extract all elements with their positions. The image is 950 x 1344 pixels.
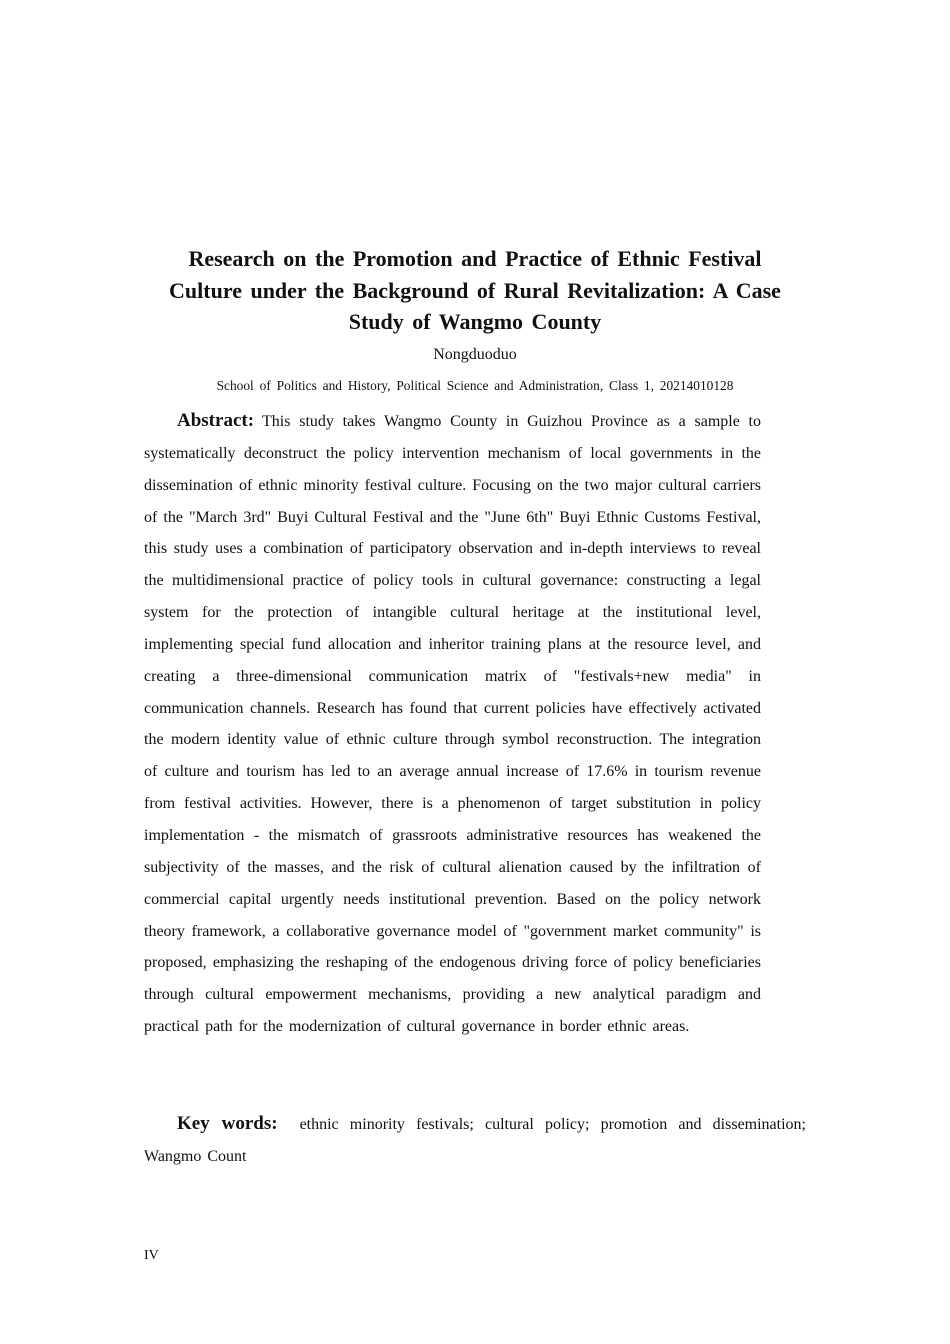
keywords-text: ethnic minority festivals; cultural policy; promotion and dissemination; Wangmo Count — [144, 1116, 806, 1165]
page-number: IV — [144, 1248, 159, 1263]
author-name: Nongduoduo — [433, 346, 517, 363]
author-affiliation: School of Politics and History, Political Science and Administration, Class 1, 20214010128 — [216, 378, 734, 393]
keywords-label: Key words: — [177, 1113, 278, 1134]
title-line-3: Study of Wangmo County — [348, 309, 602, 334]
title-line-2: Culture under the Background of Rural Revitalization: A Case — [169, 277, 781, 303]
keywords-paragraph — [144, 1108, 806, 1173]
abstract-paragraph — [144, 405, 761, 1043]
title-line-1: Research on the Promotion and Practice of Ethnic Festival — [188, 246, 762, 271]
abstract-label: Abstract: — [177, 410, 255, 431]
paper-title — [140, 243, 810, 338]
abstract-text: This study takes Wangmo County in Guizhou Province as a sample to systematically deconstruct the policy intervention mechanism of local governments in the dissemination of ethnic minority festival culture. Focusing on the two major cultural carriers of the "March 3rd" Buyi Cultural Festival and the "June 6th" Buyi Ethnic Customs Festival, this study uses a combination of participatory observation and in-depth interviews to reveal the multidimensional practice of policy tools in cultural governance: constructing a legal system for the protection of intangible cultural heritage at the institutional level, implementing special fund allocation and inheritor training plans at the resource level, and creating a three-dimensional communication matrix of "festivals+new media" in communication channels. Research has found that current policies have effectively activated the modern identity value of ethnic culture through symbol reconstruction. The integration of culture and tourism has led to an average annual increase of 17.6% in tourism revenue from festival activities. However, there is a phenomenon of target substitution in policy implementation - the mismatch of grassroots administrative resources has weakened the subjectivity of the masses, and the risk of cultural alienation caused by the infiltration of commercial capital urgently needs institutional prevention. Based on the policy network theory framework, a collaborative governance model of "government market community" is proposed, emphasizing the reshaping of the endogenous driving force of policy beneficiaries through cultural empowerment mechanisms, providing a new analytical paradigm and practical path for the modernization of cultural governance in border ethnic areas. — [144, 413, 761, 1036]
